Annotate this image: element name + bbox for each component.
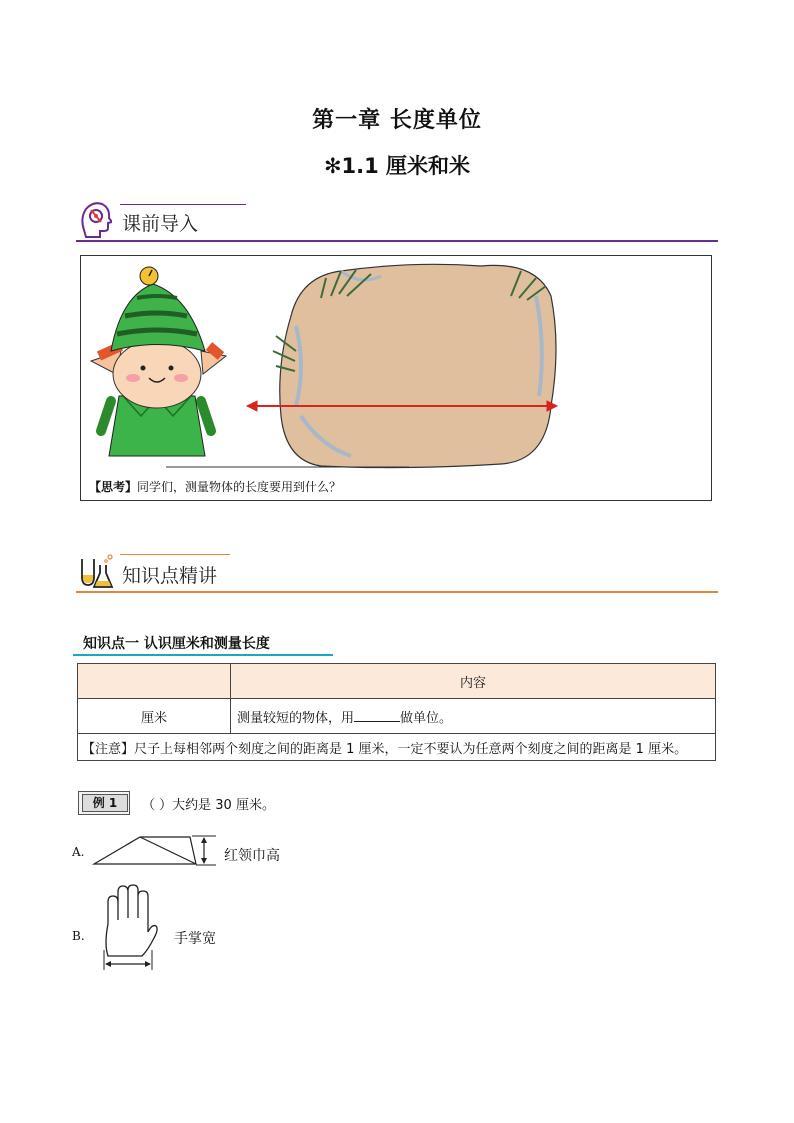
table-row xyxy=(78,699,716,734)
option-b-letter: B. xyxy=(72,929,85,943)
option-a-label: 红领巾高 xyxy=(224,848,280,864)
knowledge-table xyxy=(77,663,716,761)
knowledge-section-rule xyxy=(76,591,718,593)
fill-in-blank xyxy=(354,709,400,722)
content-after-blank: 做单位。 xyxy=(400,710,453,726)
table-header-cell: 内容 xyxy=(231,664,716,699)
big-rock-icon xyxy=(273,264,556,467)
elf-character-icon xyxy=(91,267,226,456)
intro-card xyxy=(80,255,712,501)
head-gears-icon xyxy=(78,200,112,238)
table-header-cell xyxy=(78,664,231,699)
option-b-label: 手掌宽 xyxy=(174,931,216,947)
intro-illustration xyxy=(81,256,711,471)
table-header-row xyxy=(78,664,716,699)
think-label: 【思考】 xyxy=(89,480,138,494)
knowledge-section-header xyxy=(76,549,718,593)
table-note-cell: 【注意】尺子上每相邻两个刻度之间的距离是 1 厘米，一定不要认为任意两个刻度之间的距离是 1 厘米。 xyxy=(78,734,716,761)
intro-header-topline xyxy=(120,204,246,205)
think-text: 同学们，测量物体的长度要用到什么？ xyxy=(137,480,342,494)
think-prompt xyxy=(89,478,341,495)
intro-section-rule xyxy=(76,240,718,242)
intro-section-header xyxy=(76,198,718,242)
table-content-cell xyxy=(231,699,716,734)
lab-flask-icon xyxy=(76,551,118,591)
knowledge-header-topline xyxy=(120,554,230,555)
example-badge-label: 例 1 xyxy=(82,794,128,812)
section-title: ✻1.1 厘米和米 xyxy=(323,154,471,178)
table-note-row xyxy=(78,734,716,761)
example-question: （ ）大约是 30 厘米。 xyxy=(142,798,275,813)
option-a-letter: A. xyxy=(72,845,85,859)
red-scarf-triangle-icon xyxy=(92,834,220,868)
knowledge-point-title: 知识点一 认识厘米和测量长度 xyxy=(83,636,270,652)
example-badge xyxy=(78,791,130,815)
knowledge-point-rule xyxy=(73,654,333,656)
intro-section-title: 课前导入 xyxy=(122,213,199,235)
table-term-cell: 厘米 xyxy=(78,699,231,734)
palm-hand-icon xyxy=(96,884,162,972)
content-before-blank: 测量较短的物体，用 xyxy=(237,710,355,726)
knowledge-section-title: 知识点精讲 xyxy=(122,565,218,587)
chapter-title: 第一章 长度单位 xyxy=(312,108,482,133)
